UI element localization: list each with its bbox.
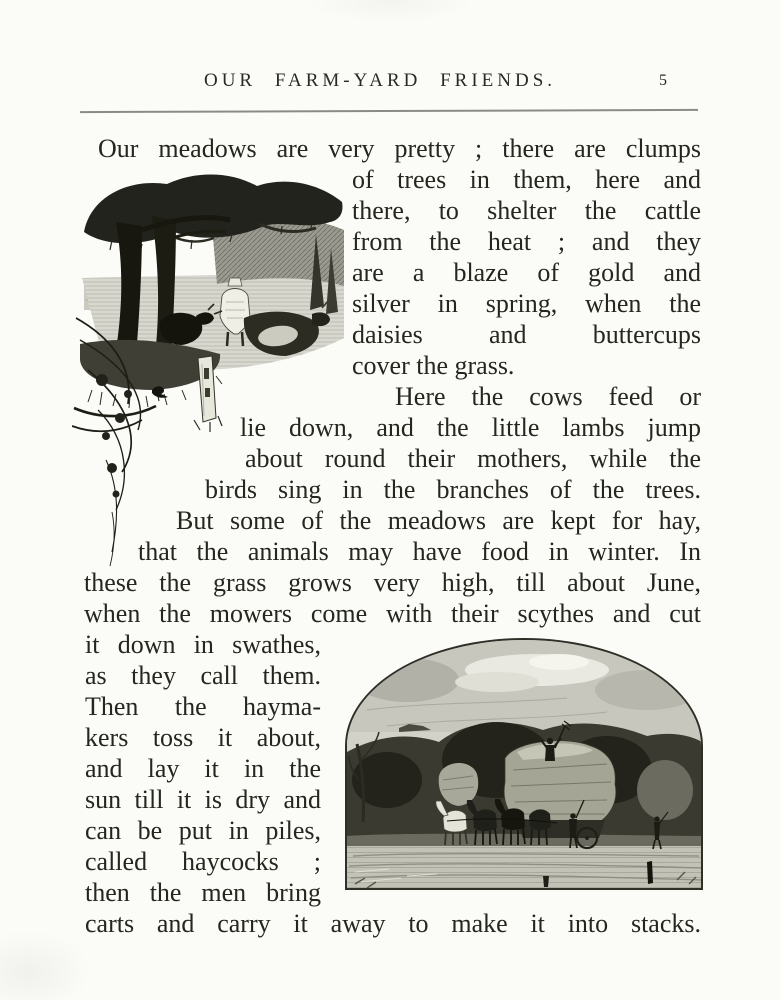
hay-wagon	[504, 741, 616, 848]
text-line: that the animals may have food in winter. In	[138, 537, 701, 566]
text-line: carts and carry it away to make it into stacks.	[85, 909, 701, 938]
text-line: then the men bring	[85, 878, 321, 907]
bramble-leaves	[96, 374, 132, 498]
text-line: But some of the meadows are kept for hay,	[176, 506, 701, 535]
text-line: of trees in them, here and	[352, 165, 701, 194]
text-line: Here the cows feed or	[395, 382, 701, 411]
text-line: there, to shelter the cattle	[352, 196, 701, 225]
haymaking-scene-engraving	[345, 638, 703, 890]
text-line: Our meadows are very pretty ; there are clumps	[98, 134, 701, 163]
text-line: are a blaze of gold and	[352, 258, 701, 287]
text-line: Then the hayma-	[85, 692, 321, 721]
text-line: and lay it in the	[85, 754, 321, 783]
text-line: as they call them.	[85, 661, 321, 690]
text-line: daisies and buttercups	[352, 320, 701, 349]
header-rule	[80, 109, 698, 113]
text-line: about round their mothers, while the	[245, 444, 701, 473]
text-line: it down in swathes,	[85, 630, 321, 659]
text-line: sun till it is dry and	[85, 785, 321, 814]
text-line: when the mowers come with their scythes and cut	[84, 599, 701, 628]
light-tree-right	[637, 760, 693, 820]
text-line: lie down, and the little lambs jump	[240, 413, 701, 442]
text-line: kers toss it about,	[85, 723, 321, 752]
text-line: can be put in piles,	[85, 816, 321, 845]
text-line: these the grass grows very high, till about June,	[84, 568, 701, 597]
text-line: birds sing in the branches of the trees.	[205, 475, 701, 504]
text-line: silver in spring, when the	[352, 289, 701, 318]
text-line: from the heat ; and they	[352, 227, 701, 256]
page-number: 5	[659, 72, 667, 89]
running-head-title: OUR FARM-YARD FRIENDS.	[203, 70, 557, 91]
text-line: cover the grass.	[352, 351, 515, 380]
text-line: called haycocks ;	[85, 847, 321, 876]
